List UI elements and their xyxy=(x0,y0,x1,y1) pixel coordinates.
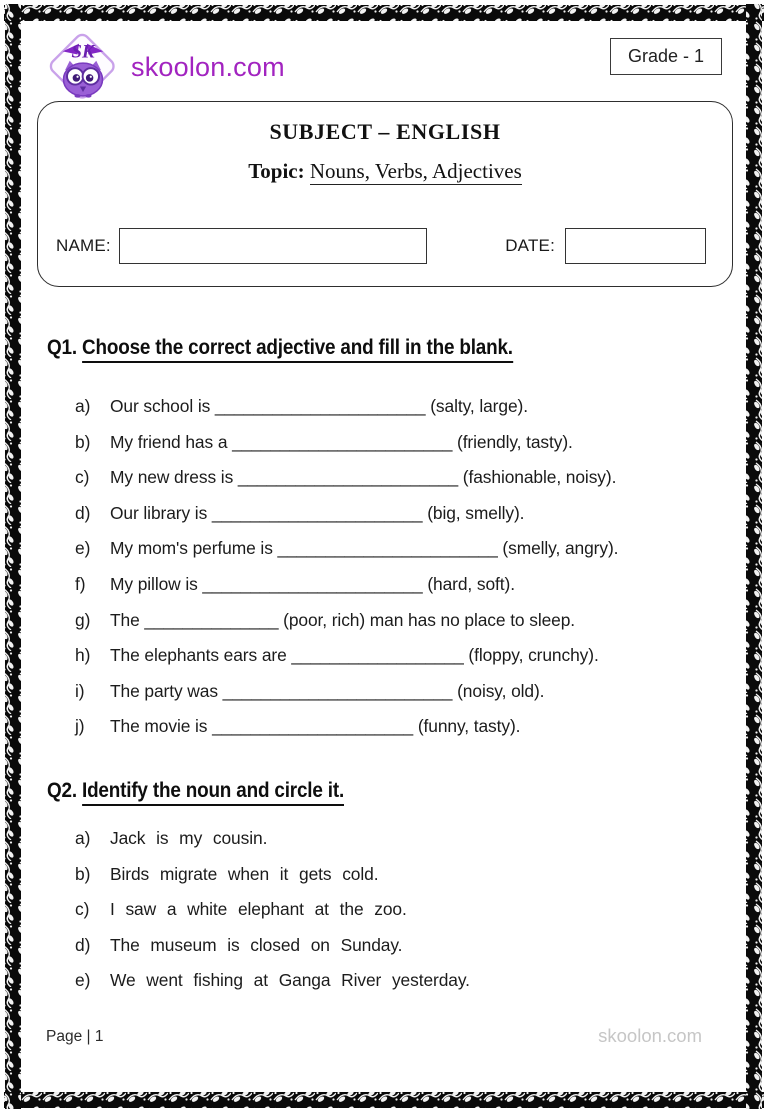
item-letter: b) xyxy=(75,863,91,884)
topic-label: Topic: xyxy=(248,159,305,183)
brand-name: skoolon.com xyxy=(131,51,285,82)
list-item xyxy=(75,963,743,999)
list-item xyxy=(75,821,743,857)
list-item xyxy=(75,603,743,639)
item-letter: j) xyxy=(75,716,85,737)
date-input[interactable] xyxy=(565,228,706,264)
item-text: Birds migrate when it gets cold. xyxy=(110,863,379,884)
name-input[interactable] xyxy=(119,228,427,264)
item-text: The elephants ears are __________________ (floppy, crunchy). xyxy=(110,645,599,666)
q2-title: Identify the noun and circle it. xyxy=(82,779,344,806)
footer-page-number: Page | 1 xyxy=(46,1028,104,1045)
date-label: DATE: xyxy=(505,236,555,255)
list-item xyxy=(75,531,743,567)
item-letter: a) xyxy=(75,828,91,848)
worksheet-header-box xyxy=(37,101,733,287)
q2-heading xyxy=(47,779,344,803)
list-item xyxy=(75,674,743,710)
item-letter: b) xyxy=(75,431,91,452)
list-item xyxy=(75,567,743,603)
item-text: My mom's perfume is _______________________ (smelly, angry). xyxy=(110,538,619,559)
item-text: The museum is closed on Sunday. xyxy=(110,934,403,955)
item-text: We went fishing at Ganga River yesterday. xyxy=(110,970,470,991)
topic-line xyxy=(38,159,732,184)
item-letter: c) xyxy=(75,899,90,920)
item-letter: d) xyxy=(75,934,91,955)
item-text: My friend has a _______________________ (friendly, tasty). xyxy=(110,431,573,452)
list-item xyxy=(75,857,743,893)
name-date-row xyxy=(56,228,706,264)
name-label: NAME: xyxy=(56,236,111,255)
list-item xyxy=(75,928,743,964)
item-letter: h) xyxy=(75,645,91,666)
item-text: I saw a white elephant at the zoo. xyxy=(110,899,407,920)
item-letter: f) xyxy=(75,573,86,594)
subject-title: SUBJECT – ENGLISH xyxy=(269,119,501,144)
item-letter: g) xyxy=(75,609,91,630)
list-item xyxy=(75,892,743,928)
footer-site: skoolon.com xyxy=(598,1025,702,1046)
logo-monogram: SK xyxy=(71,41,95,63)
list-item xyxy=(75,460,743,496)
item-letter: c) xyxy=(75,467,90,488)
list-item xyxy=(75,425,743,461)
item-letter: d) xyxy=(75,502,91,523)
item-text: The ______________ (poor, rich) man has no place to sleep. xyxy=(110,609,576,630)
item-text: Our school is ______________________ (salty, large). xyxy=(110,396,528,416)
q1-heading xyxy=(47,336,513,360)
list-item xyxy=(75,709,743,745)
item-letter: a) xyxy=(75,396,91,416)
item-text: My pillow is _______________________ (hard, soft). xyxy=(110,573,515,594)
q2-list xyxy=(75,821,743,999)
item-letter: e) xyxy=(75,538,91,559)
q1-list xyxy=(75,389,743,745)
owl-icon xyxy=(44,26,122,108)
brand-logo xyxy=(44,26,285,108)
q1-number: Q1. xyxy=(47,336,77,359)
item-text: Jack is my cousin. xyxy=(110,828,268,848)
item-text: Our library is ______________________ (big, smelly). xyxy=(110,502,525,523)
grade-badge: Grade - 1 xyxy=(610,38,722,75)
list-item xyxy=(75,638,743,674)
list-item xyxy=(75,389,743,425)
item-letter: e) xyxy=(75,970,91,991)
list-item xyxy=(75,496,743,532)
item-text: The movie is _____________________ (funny, tasty). xyxy=(110,716,521,737)
item-letter: i) xyxy=(75,680,85,701)
q2-number: Q2. xyxy=(47,779,77,802)
item-text: The party was ________________________ (noisy, old). xyxy=(110,680,545,701)
q1-title: Choose the correct adjective and fill in the blank. xyxy=(82,336,513,363)
topic-value: Nouns, Verbs, Adjectives xyxy=(309,159,522,183)
item-text: My new dress is _______________________ (fashionable, noisy). xyxy=(110,467,617,488)
